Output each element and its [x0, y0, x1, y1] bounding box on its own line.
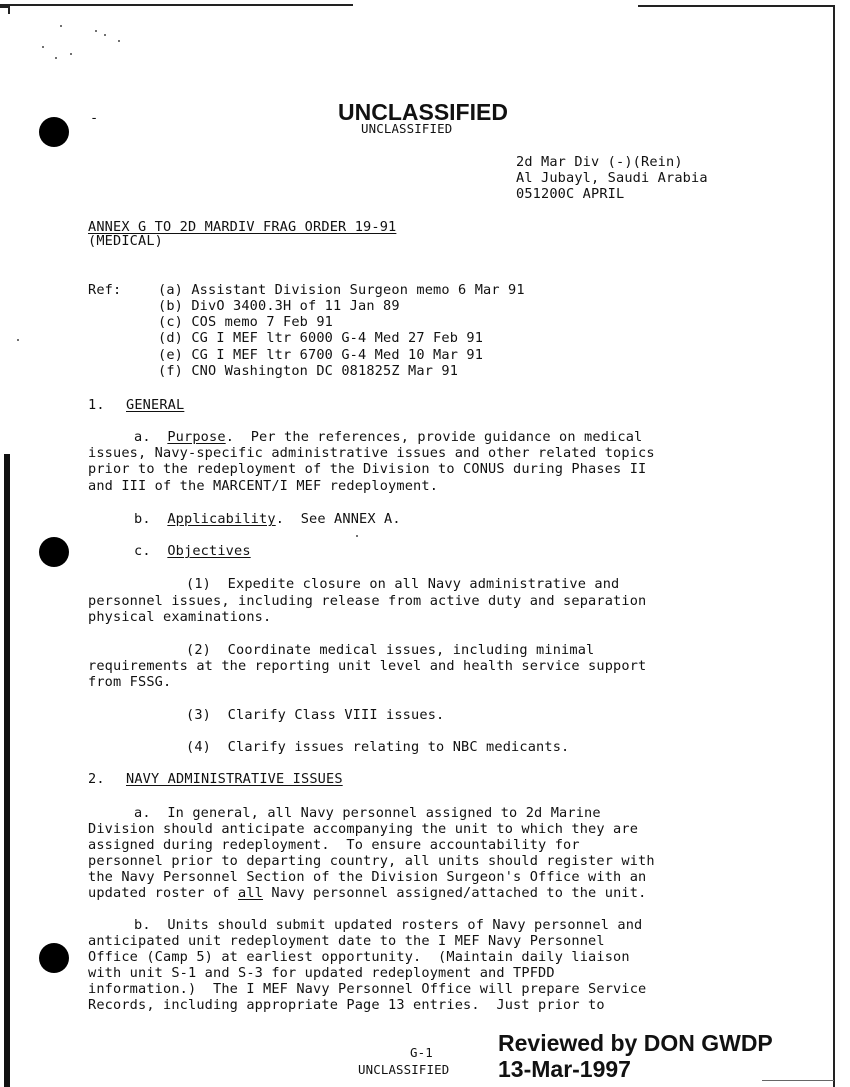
scan-speck [17, 339, 19, 341]
review-stamp-date: 13-Mar-1997 [498, 1056, 631, 1082]
punch-hole-top [39, 117, 69, 147]
applicability-text: . See ANNEX A. [275, 511, 401, 527]
scan-speck [118, 40, 120, 42]
reference-item: (e) CG I MEF ltr 6700 G-4 Med 10 Mar 91 [158, 347, 484, 363]
objectives-title: Objectives [167, 543, 251, 559]
scan-speck [42, 46, 44, 48]
originator-unit: 2d Mar Div (-)(Rein) [516, 154, 683, 170]
scan-speck [104, 34, 106, 36]
applicability-title: Applicability [167, 511, 276, 527]
annex-subtitle: (MEDICAL) [88, 233, 164, 249]
navy-admin-para-a-line: personnel prior to departing country, all units should register with [88, 853, 655, 869]
section-2-number: 2. [88, 771, 105, 787]
scan-top-line-left [0, 4, 353, 6]
section-2-title: NAVY ADMINISTRATIVE ISSUES [126, 771, 343, 787]
objectives-heading [134, 543, 251, 559]
punch-hole-bottom [39, 943, 69, 973]
navy-admin-para-a-line: assigned during redeployment. To ensure accountability for [88, 837, 580, 853]
originator-location: Al Jubayl, Saudi Arabia [516, 170, 708, 186]
navy-admin-para-a-line: Division should anticipate accompanying the unit to which they are [88, 821, 639, 837]
section-1-number: 1. [88, 397, 105, 413]
reference-item: (d) CG I MEF ltr 6000 G-4 Med 27 Feb 91 [158, 330, 484, 346]
navy-admin-para-b-line: with unit S-1 and S-3 for updated redeployment and TPFDD [88, 965, 555, 981]
roster-text-pre: updated roster of [88, 885, 239, 901]
objective-2-line: from FSSG. [88, 674, 172, 690]
section-1-title: GENERAL [126, 397, 185, 413]
objective-2-first-line: (2) Coordinate medical issues, including minimal [186, 642, 595, 658]
navy-admin-para-a-first-line: a. In general, all Navy personnel assigned to 2d Marine [134, 805, 601, 821]
reference-item: (c) COS memo 7 Feb 91 [158, 314, 334, 330]
applicability-paragraph [134, 511, 401, 527]
scan-right-edge [833, 5, 835, 1087]
navy-admin-para-b-line: Office (Camp 5) at earliest opportunity. (Maintain daily liaison [88, 949, 630, 965]
objective-2-line: requirements at the reporting unit level and health service support [88, 658, 647, 674]
left-margin-bar [4, 454, 10, 1087]
ref-label: Ref: [88, 282, 122, 298]
purpose-text: . Per the references, provide guidance on medical [225, 429, 643, 445]
scan-speck [55, 57, 57, 59]
purpose-paragraph-line: prior to the redeployment of the Division to CONUS during Phases II [88, 461, 647, 477]
scan-speck [356, 535, 358, 537]
reference-item: (a) Assistant Division Surgeon memo 6 Mar 91 [158, 282, 525, 298]
scan-speck [60, 25, 62, 27]
purpose-paragraph-first-line [134, 429, 642, 445]
classification-marking-bottom: UNCLASSIFIED [358, 1062, 450, 1077]
scan-speck [70, 53, 72, 55]
scan-speck [95, 30, 97, 32]
purpose-title: Purpose [167, 429, 226, 445]
navy-admin-para-b-line: anticipated unit redeployment date to the I MEF Navy Personnel [88, 933, 605, 949]
reference-item: (f) CNO Washington DC 081825Z Mar 91 [158, 363, 459, 379]
roster-text-post: Navy personnel assigned/attached to the unit. [263, 885, 647, 901]
purpose-paragraph-line: and III of the MARCENT/I MEF redeployment. [88, 478, 439, 494]
bottom-right-line [762, 1080, 834, 1081]
navy-admin-para-b-line: information.) The I MEF Navy Personnel Office will prepare Service [88, 981, 647, 997]
classification-banner-top: UNCLASSIFIED [338, 99, 508, 125]
navy-admin-para-a-last-line [88, 885, 646, 901]
scan-corner-tick [8, 6, 10, 14]
review-stamp-line-1: Reviewed by DON GWDP [498, 1030, 773, 1056]
objective-1-line: personnel issues, including release from active duty and separation [88, 593, 647, 609]
navy-admin-para-b-line: Records, including appropriate Page 13 entries. Just prior to [88, 997, 605, 1013]
objectives-label: c. [134, 543, 151, 559]
header-dash: - [90, 110, 99, 126]
scan-top-line-right [638, 5, 834, 7]
punch-hole-middle [39, 537, 69, 567]
applicability-label: b. [134, 511, 151, 527]
classification-marking-top: UNCLASSIFIED [361, 121, 453, 136]
annex-title: ANNEX G TO 2D MARDIV FRAG ORDER 19-91 [88, 219, 397, 235]
navy-admin-para-a-line: the Navy Personnel Section of the Division Surgeon's Office with an [88, 869, 647, 885]
objective-1-line: physical examinations. [88, 609, 272, 625]
date-time-group: 051200C APRIL [516, 186, 625, 202]
page-number: G-1 [410, 1045, 433, 1060]
purpose-label: a. [134, 429, 151, 445]
navy-admin-para-b-first-line: b. Units should submit updated rosters of Navy personnel and [134, 917, 643, 933]
objective-1-first-line: (1) Expedite closure on all Navy administrative and [186, 576, 620, 592]
purpose-paragraph-line: issues, Navy-specific administrative issues and other related topics [88, 445, 655, 461]
reference-item: (b) DivO 3400.3H of 11 Jan 89 [158, 298, 400, 314]
objective-3: (3) Clarify Class VIII issues. [186, 707, 445, 723]
roster-emphasis: all [238, 885, 264, 901]
objective-4: (4) Clarify issues relating to NBC medicants. [186, 739, 570, 755]
